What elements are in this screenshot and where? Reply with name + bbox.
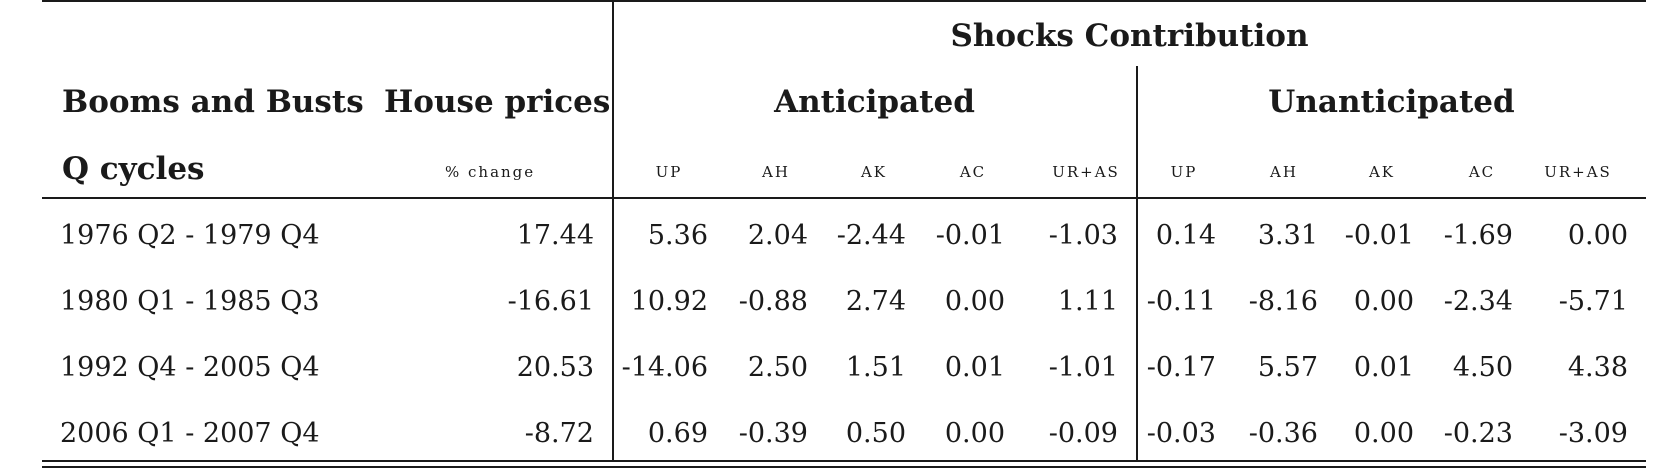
sub-column-header: AC [1468, 163, 1496, 181]
shock-value-cell: -0.23 [1443, 418, 1513, 449]
shock-value-cell: -0.01 [935, 220, 1005, 251]
shock-value-cell: 1.51 [845, 352, 906, 383]
shock-value-cell: -1.69 [1443, 220, 1513, 251]
house-price-cell: -16.61 [507, 286, 594, 317]
shock-value-cell: 0.14 [1155, 220, 1216, 251]
house-price-cell: 17.44 [516, 220, 594, 251]
anticipated-heading: Anticipated [774, 84, 975, 120]
shock-value-cell: -14.06 [621, 352, 708, 383]
shock-value-cell: 3.31 [1257, 220, 1318, 251]
divider-anticipated-unanticipated [1136, 66, 1138, 462]
shock-value-cell: 2.74 [845, 286, 906, 317]
shock-value-cell: 0.69 [647, 418, 708, 449]
shock-value-cell: 0.50 [845, 418, 906, 449]
period-cell: 1992 Q4 - 2005 Q4 [60, 352, 320, 383]
shock-value-cell: -3.09 [1558, 418, 1628, 449]
sub-column-header: AK [860, 163, 888, 181]
shock-value-cell: 10.92 [630, 286, 708, 317]
header-rule [42, 197, 1646, 199]
sub-column-header: AH [1270, 163, 1298, 181]
sub-column-header: UR+AS [1544, 163, 1612, 181]
unanticipated-heading: Unanticipated [1268, 84, 1515, 120]
shocks-contribution-heading: Shocks Contribution [950, 18, 1309, 54]
period-cell: 1976 Q2 - 1979 Q4 [60, 220, 320, 251]
sub-column-header: AC [959, 163, 987, 181]
pct-change-label: % change [445, 163, 536, 181]
shock-value-cell: 0.00 [1353, 286, 1414, 317]
shock-value-cell: 5.36 [647, 220, 708, 251]
q-cycles-heading: Q cycles [62, 151, 205, 187]
shock-value-cell: 4.38 [1567, 352, 1628, 383]
shock-value-cell: 4.50 [1452, 352, 1513, 383]
shock-value-cell: 0.00 [1353, 418, 1414, 449]
shock-value-cell: 5.57 [1257, 352, 1318, 383]
shock-value-cell: -2.34 [1443, 286, 1513, 317]
sub-column-header: AH [762, 163, 790, 181]
period-cell: 2006 Q1 - 2007 Q4 [60, 418, 320, 449]
sub-column-header: UP [1170, 163, 1198, 181]
period-cell: 1980 Q1 - 1985 Q3 [60, 286, 320, 317]
shock-value-cell: -0.88 [738, 286, 808, 317]
sub-column-header: UR+AS [1052, 163, 1120, 181]
bottom-rule-2 [42, 466, 1646, 468]
shock-value-cell: 0.01 [944, 352, 1005, 383]
shock-value-cell: -0.39 [738, 418, 808, 449]
top-rule [42, 0, 1646, 2]
shock-value-cell: 2.50 [747, 352, 808, 383]
shock-value-cell: -1.03 [1048, 220, 1118, 251]
house-price-cell: -8.72 [524, 418, 594, 449]
shock-value-cell: -0.01 [1344, 220, 1414, 251]
shock-value-cell: 2.04 [747, 220, 808, 251]
shock-value-cell: -0.09 [1048, 418, 1118, 449]
shock-value-cell: -2.44 [836, 220, 906, 251]
shock-value-cell: -5.71 [1558, 286, 1628, 317]
bottom-rule-1 [42, 460, 1646, 462]
shock-value-cell: 0.00 [944, 286, 1005, 317]
shock-value-cell: -1.01 [1048, 352, 1118, 383]
shock-value-cell: 0.00 [944, 418, 1005, 449]
shock-value-cell: -0.11 [1146, 286, 1216, 317]
sub-column-header: UP [655, 163, 683, 181]
shock-value-cell: -8.16 [1248, 286, 1318, 317]
booms-busts-heading: Booms and Busts [62, 84, 364, 120]
shock-value-cell: 0.01 [1353, 352, 1414, 383]
shock-value-cell: 0.00 [1567, 220, 1628, 251]
shock-value-cell: -0.17 [1146, 352, 1216, 383]
shock-value-cell: -0.36 [1248, 418, 1318, 449]
sub-column-header: AK [1368, 163, 1396, 181]
house-prices-heading: House prices [384, 84, 611, 120]
shock-value-cell: 1.11 [1057, 286, 1118, 317]
shock-value-cell: -0.03 [1146, 418, 1216, 449]
house-price-cell: 20.53 [516, 352, 594, 383]
